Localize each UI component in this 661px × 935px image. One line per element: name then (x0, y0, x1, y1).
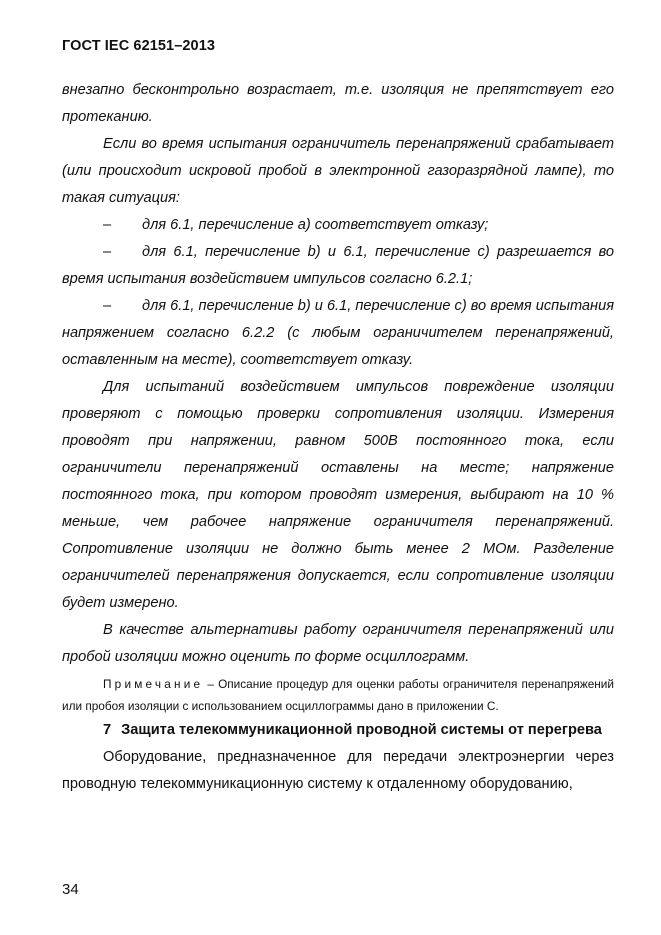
list-item-3 (62, 293, 614, 374)
dash-marker: – (103, 217, 112, 233)
paragraph-alternative: В качестве альтернативы работу ограничителя перенапряжений или пробой изоляции можно оценить по форме осциллограмм. (62, 622, 614, 665)
list-item-text: для 6.1, перечисление b) и 6.1, перечисление c) разрешается во время испытания воздействием импульсов согласно 6.2.1; (62, 244, 614, 287)
note-keyword: Примечание (103, 677, 204, 691)
list-item-2 (62, 239, 614, 293)
note (62, 673, 614, 717)
section-number: 7 (103, 722, 112, 738)
paragraph-insulation-test: Для испытаний воздействием импульсов повреждение изоляции проверяют с помощью проверки сопротивления изоляции. Измерения проводят при напряжении, равном 500В постоянного тока, если ограничители перенапряжений оставлены на месте; напряжение постоянного тока, при котором проводят измерения, выбирают на 10 % меньше, чем рабочее напряжение ограничителя перенапряжений. Сопротивление изоляции не должно быть менее 2 МОм. Разделение ограничителей перенапряжения допускается, если сопротивление изоляции будет измерено. (62, 379, 614, 611)
list-item-text: для 6.1, перечисление b) и 6.1, перечисление c) во время испытания напряжением согласно 6.2.2 (с любым ограничителем перенапряжений, оставленным на месте), соответствует отказу. (62, 298, 614, 368)
section-title: Защита телекоммуникационной проводной системы от перегрева (121, 722, 602, 738)
note-text: – Описание процедур для оценки работы ограничителя перенапряжений или пробоя изоляции с использованием осциллограммы дано в приложении С. (62, 677, 614, 713)
paragraph-body: Оборудование, предназначенное для передачи электроэнергии через проводную телекоммуникационную систему к отдаленному оборудованию, (62, 749, 614, 792)
list-item-text: для 6.1, перечисление a) соответствует отказу; (142, 217, 489, 233)
dash-marker: – (103, 298, 112, 314)
page-content (62, 77, 614, 798)
dash-marker: – (103, 244, 112, 260)
paragraph-continuation: внезапно бесконтрольно возрастает, т.е. изоляция не препятствует его протеканию. (62, 82, 614, 125)
paragraph-surge-arrester: Если во время испытания ограничитель перенапряжений срабатывает (или происходит искровой пробой в электронной газоразрядной лампе), то такая ситуация: (62, 136, 614, 206)
document-code-header: ГОСТ IEC 62151–2013 (62, 38, 216, 54)
section-heading (62, 717, 614, 744)
page-number: 34 (62, 881, 79, 898)
list-item-1 (62, 212, 614, 239)
